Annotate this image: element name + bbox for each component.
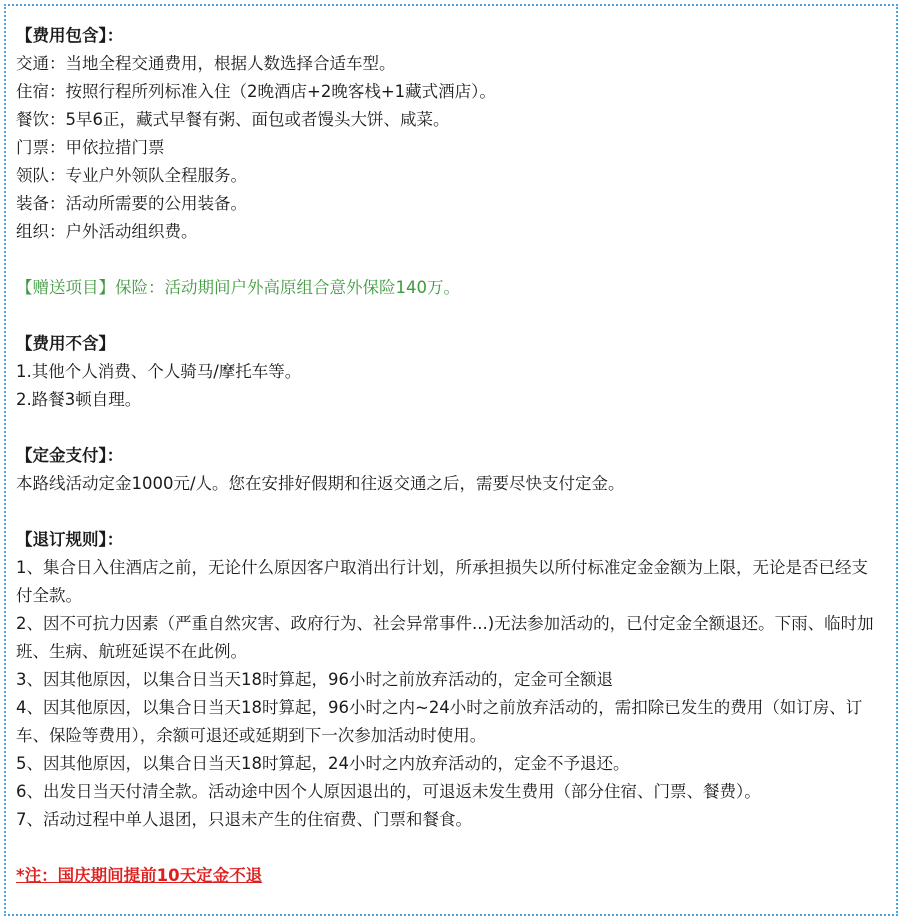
deposit-text: 本路线活动定金1000元/人。您在安排好假期和往返交通之后，需要尽快支付定金。 [16, 474, 625, 493]
content-body [16, 22, 884, 890]
refund-heading: 【退订规则】： [16, 530, 124, 549]
spacer [16, 498, 884, 526]
gift-insurance-text: 【赠送项目】保险：活动期间户外高原组合意外保险140万。 [16, 278, 460, 297]
spacer [16, 414, 884, 442]
fee-excluded-item: 2.路餐3顿自理。 [16, 390, 142, 409]
fee-included-item: 住宿：按照行程所列标准入住（2晚酒店+2晚客栈+1藏式酒店）。 [16, 82, 496, 101]
fee-included-heading: 【费用包含】： [16, 26, 124, 45]
refund-rule-item: 6、出发日当天付清全款。活动途中因个人原因退出的，可退返未发生费用（部分住宿、门票、餐费）。 [16, 782, 761, 801]
national-day-notice: *注：国庆期间提前10天定金不退 [16, 866, 263, 885]
fee-included-item: 门票：甲依拉措门票 [16, 138, 165, 157]
deposit-heading: 【定金支付】： [16, 446, 124, 465]
refund-rule-item: 3、因其他原因，以集合日当天18时算起，96小时之前放弃活动的，定金可全额退 [16, 670, 613, 689]
fee-included-item: 领队：专业户外领队全程服务。 [16, 166, 247, 185]
fee-included-item: 组织：户外活动组织费。 [16, 222, 198, 241]
fee-excluded-item: 1.其他个人消费、个人骑马/摩托车等。 [16, 362, 302, 381]
refund-rule-item: 7、活动过程中单人退团，只退未产生的住宿费、门票和餐食。 [16, 810, 472, 829]
spacer [16, 246, 884, 274]
refund-rule-item: 4、因其他原因，以集合日当天18时算起，96小时之内~24小时之前放弃活动的，需扣除已发生的费用（如订房、订车、保险等费用），余额可退还或延期到下一次参加活动时使用。 [16, 698, 863, 745]
refund-rule-item: 1、集合日入住酒店之前，无论什么原因客户取消出行计划，所承担损失以所付标准定金金额为上限，无论是否已经支付全款。 [16, 558, 868, 605]
fee-excluded-heading: 【费用不含】 [16, 334, 115, 353]
fee-included-item: 交通：当地全程交通费用，根据人数选择合适车型。 [16, 54, 396, 73]
fee-included-item: 装备：活动所需要的公用装备。 [16, 194, 247, 213]
fee-included-item: 餐饮：5早6正，藏式早餐有粥、面包或者馒头大饼、咸菜。 [16, 110, 450, 129]
spacer [16, 302, 884, 330]
spacer [16, 834, 884, 862]
refund-rule-item: 5、因其他原因，以集合日当天18时算起，24小时之内放弃活动的，定金不予退还。 [16, 754, 630, 773]
refund-rule-item: 2、因不可抗力因素（严重自然灾害、政府行为、社会异常事件...)无法参加活动的，已付定金全额退还。下雨、临时加班、生病、航班延误不在此例。 [16, 614, 874, 661]
